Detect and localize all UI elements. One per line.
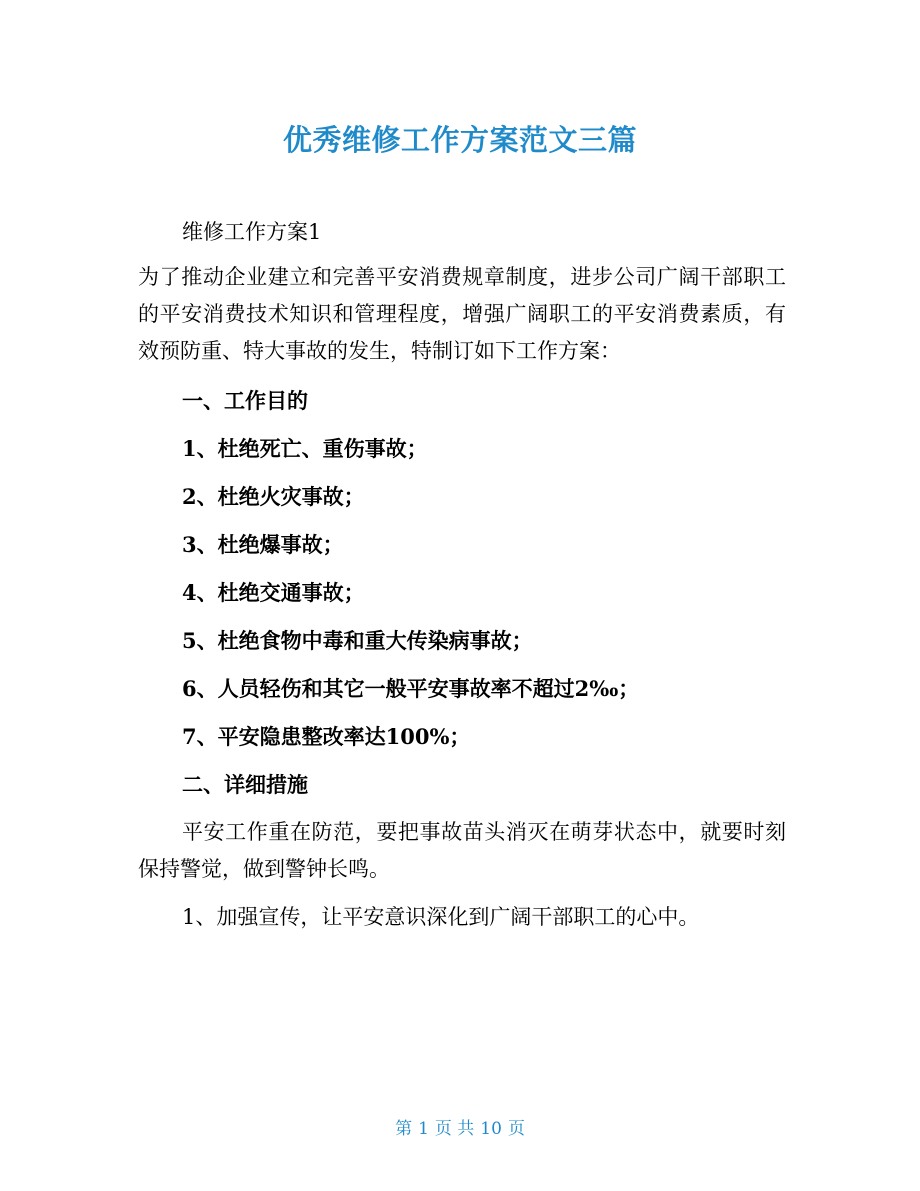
footer-label-of: 页 共 [434, 1119, 475, 1139]
part2-heading: 二、详细措施 [182, 772, 308, 797]
goal-item: 3、杜绝爆事故； [182, 532, 344, 557]
goal-item: 2、杜绝火灾事故； [182, 484, 365, 509]
part1-heading: 一、工作目的 [182, 388, 308, 413]
intro-paragraph: 为了推动企业建立和完善平安消费规章制度，进步公司广阔干部职工的平安消费技术知识和管理程度，增强广阔职工的平安消费素质，有效预防重、特大事故的发生，特制订如下工作方案： [138, 265, 786, 363]
measure-item: 1、加强宣传，让平安意识深化到广阔干部职工的心中。 [182, 905, 700, 929]
goal-item: 1、杜绝死亡、重伤事故； [182, 436, 428, 461]
goal-item: 6、人员轻伤和其它一般平安事故率不超过2‰； [182, 676, 640, 701]
footer-current-page: 1 [418, 1119, 429, 1139]
document-body [138, 214, 786, 946]
footer-total-pages: 10 [480, 1119, 502, 1139]
document-title: 优秀维修工作方案范文三篇 [282, 123, 637, 157]
goal-item: 5、杜绝食物中毒和重大传染病事故； [182, 628, 533, 653]
footer-label-page: 第 [395, 1119, 413, 1139]
goal-item: 4、杜绝交通事故； [182, 580, 365, 605]
section-heading: 维修工作方案1 [182, 220, 322, 244]
page-footer [0, 1114, 920, 1139]
measures-paragraph: 平安工作重在防范，要把事故苗头消灭在萌芽状态中，就要时刻保持警觉，做到警钟长鸣。 [138, 820, 786, 881]
footer-label-end: 页 [507, 1119, 525, 1139]
goal-item: 7、平安隐患整改率达100%； [182, 724, 471, 749]
